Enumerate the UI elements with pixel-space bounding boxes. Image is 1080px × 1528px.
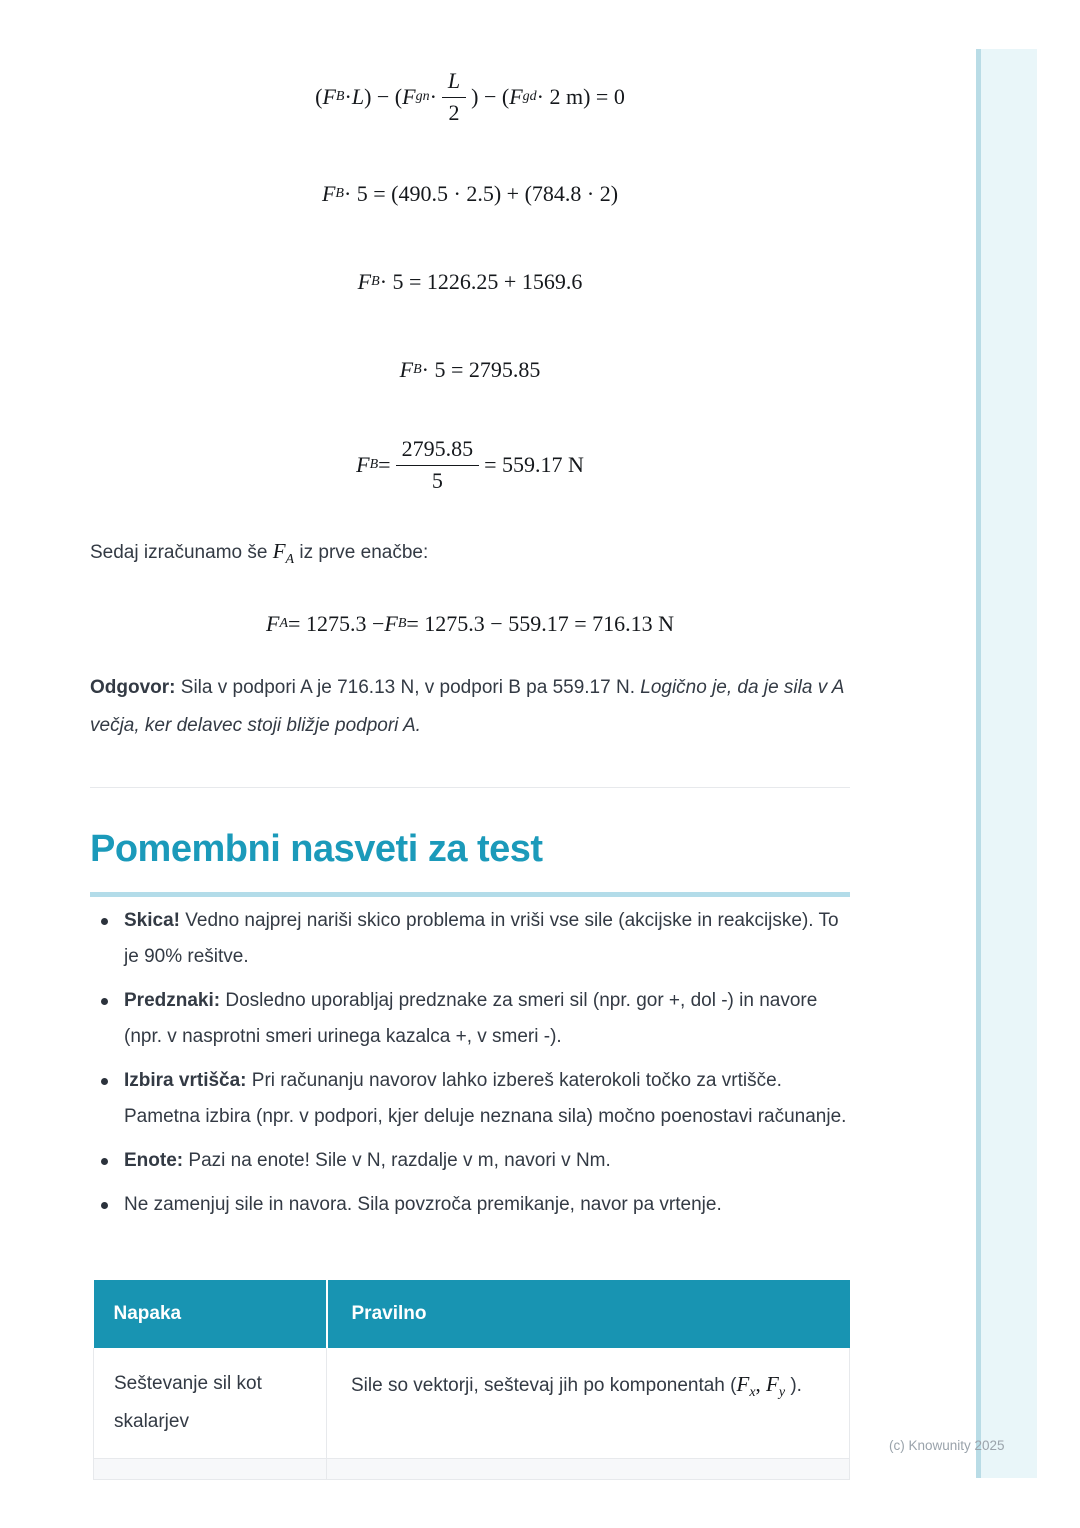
equation-fb-step3: F B · 5 = 2795.85 (399, 357, 541, 382)
tip-lead: Izbira vrtišča: (124, 1070, 247, 1091)
tip-text: Enote: Pazi na enote! Sile v N, razdalje v m, navori v Nm. (124, 1150, 611, 1171)
table-cell (94, 1459, 327, 1480)
table-body (94, 1348, 850, 1480)
bullet-icon (101, 1158, 108, 1165)
bullet-icon (101, 998, 108, 1005)
table-header-napaka: Napaka (94, 1280, 327, 1348)
inline-math: $F_x$, $F_y$ (736, 1372, 786, 1401)
equation-fb-step1: F B · 5 = (490.5 · 2.5) + (784.8 · 2) (321, 181, 619, 206)
tip-text: Ne zamenjuj sile in navora. Sila povzroča premikanje, navor pa vrtenje. (124, 1194, 722, 1215)
fraction: $\frac{2795.85}{5}$ (396, 436, 480, 494)
table-header-pravilno: Pravilno (327, 1280, 850, 1348)
tip-lead: Predznaki: (124, 990, 221, 1011)
tip-item (90, 903, 850, 975)
tip-lead: Enote: (124, 1150, 184, 1171)
tip-item (90, 1143, 850, 1179)
bullet-icon (101, 1078, 108, 1085)
equation-fb-step2: F B · 5 = 1226.25 + 1569.6 (357, 269, 583, 294)
equation-fa-result: F A = 1275.3 − F B = 1275.3 − 559.17 = 716.13 N (266, 611, 674, 636)
table-cell: Seštevanje sil kot skalarjev (94, 1348, 327, 1459)
table-row (94, 1348, 850, 1459)
tip-text: Predznaki: Dosledno uporabljaj predznake za smeri sil (npr. gor +, dol -) in navore (npr. v nasprotni smeri urinega kazalca +, v smeri -). (124, 990, 818, 1047)
intro-paragraph: Sedaj izračunamo še $F_A$ iz prve enačbe: (90, 539, 429, 568)
tip-text: Izbira vrtišča: Pri računanju navorov lahko izbereš katerokoli točko za vrtišče. Pametna izbira (npr. v podpori, kjer deluje neznana sila) močno poenostavi računanje. (124, 1070, 847, 1127)
bullet-icon (101, 1202, 108, 1209)
table-cell (327, 1459, 850, 1480)
section-divider (90, 787, 850, 788)
section-title: Pomembni nasveti za test (90, 828, 543, 870)
tip-item (90, 1063, 850, 1135)
mistakes-table (93, 1280, 850, 1480)
tip-text: Skica! Vedno najprej nariši skico problema in vriši vse sile (akcijske in reakcijske). To je 90% rešitve. (124, 910, 839, 967)
table-row (94, 1459, 850, 1480)
fraction: $\frac{L}{2}$ (442, 68, 466, 126)
bullet-icon (101, 918, 108, 925)
answer-paragraph: Odgovor: Sila v podpori A je 716.13 N, v podpori B pa 559.17 N. Logično je, da je sila v A večja, ker delavec stoji bližje podpori A. (90, 677, 844, 736)
section-title-underline (90, 892, 850, 897)
equation-moment-balance: ( F B · L ) − ( F gn · $\frac{L}{2}$ ) − ( F gd · 2 m) = 0 (315, 68, 625, 125)
side-highlight-strip (976, 49, 1037, 1478)
equation-fb-result: F B = $\frac{2795.85}{5}$ = 559.17 N (356, 436, 584, 493)
tip-item (90, 983, 850, 1055)
tip-lead: Skica! (124, 910, 180, 931)
inline-math: $F_A$ (272, 539, 295, 568)
table-header (94, 1280, 850, 1348)
copyright-text: (c) Knowunity 2025 (889, 1438, 1005, 1453)
tip-item (90, 1187, 850, 1223)
tips-list (90, 903, 850, 1231)
table-cell: Sile so vektorji, seštevaj jih po komponentah ($F_x$, $F_y$ ). (327, 1348, 850, 1459)
